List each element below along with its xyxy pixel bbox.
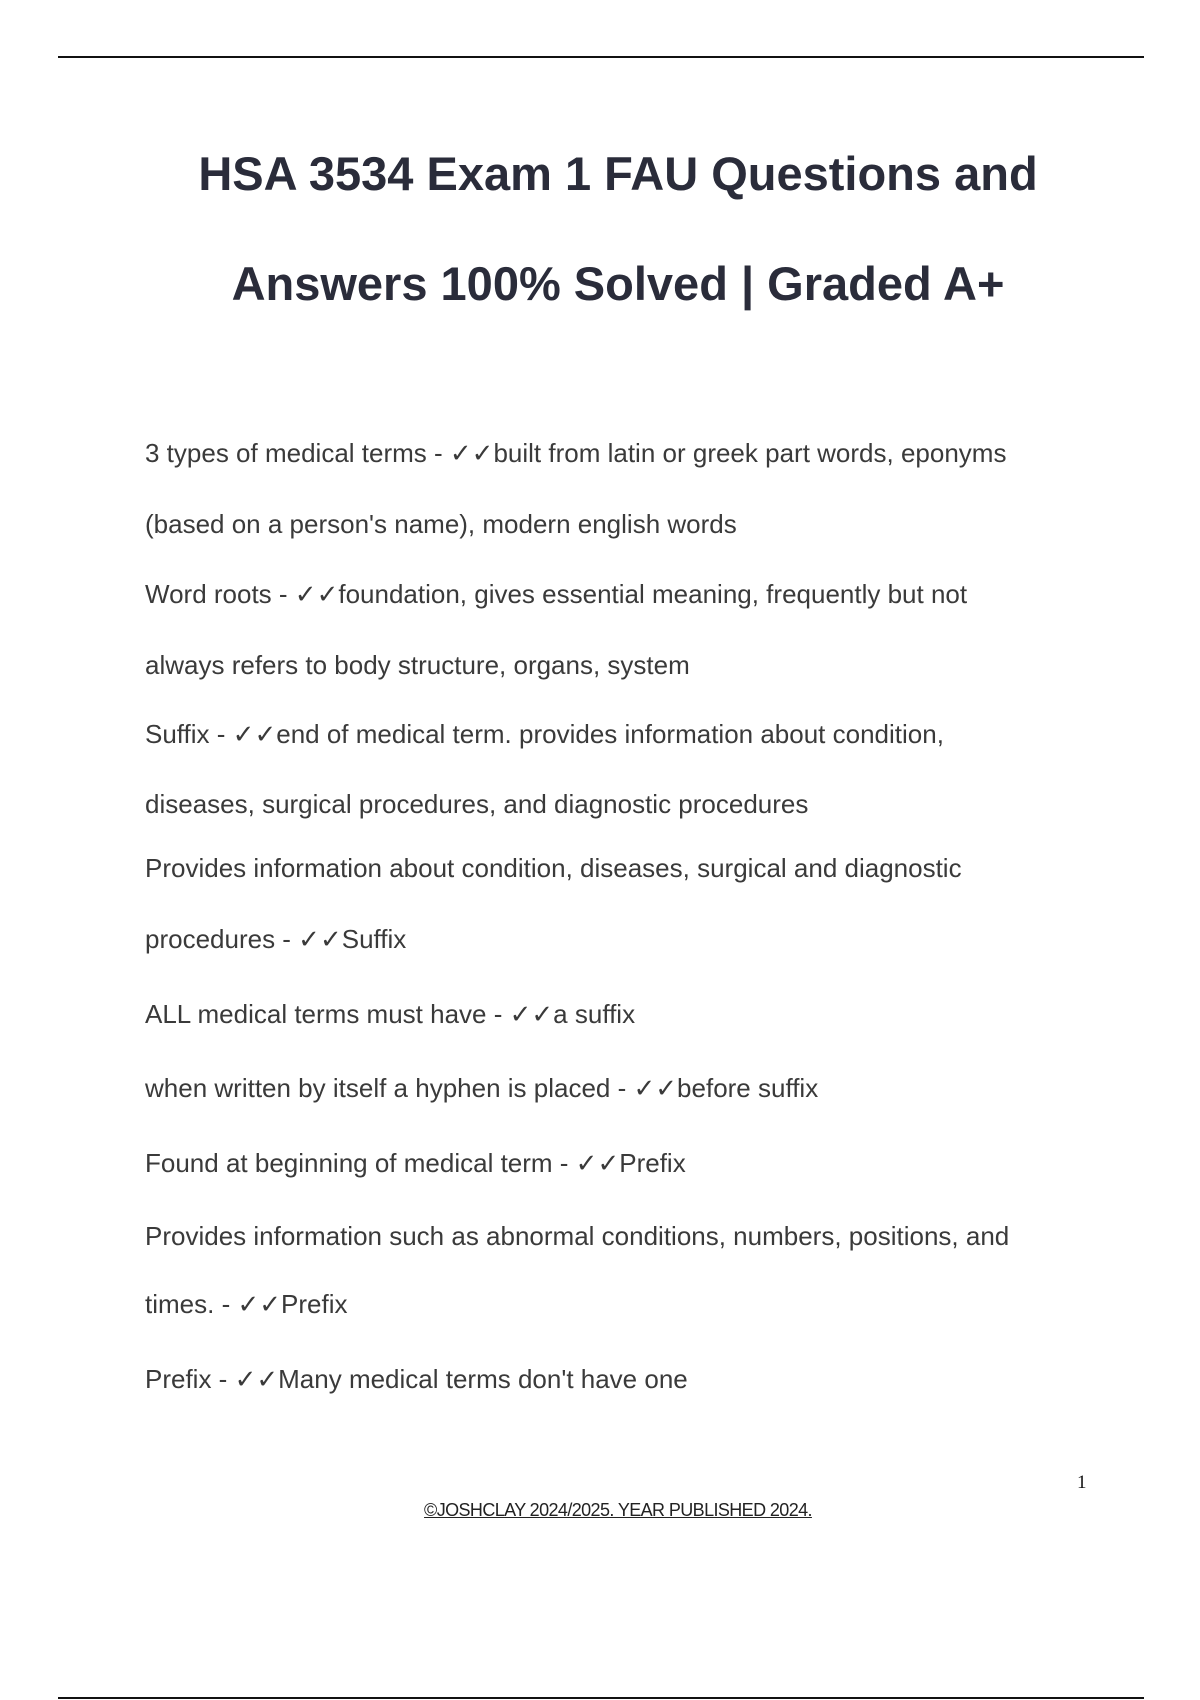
qa-line: times. - ✓✓Prefix — [145, 1289, 348, 1319]
qa-line: 3 types of medical terms - ✓✓built from latin or greek part words, eponyms — [145, 438, 1007, 468]
qa-line: always refers to body structure, organs, system — [145, 650, 690, 680]
qa-line: Found at beginning of medical term - ✓✓Prefix — [145, 1148, 686, 1178]
footer — [0, 1500, 1200, 1521]
title-line-1: HSA 3534 Exam 1 FAU Questions and — [198, 147, 1038, 200]
qa-line: when written by itself a hyphen is placed - ✓✓before suffix — [145, 1073, 819, 1103]
qa-line: Provides information such as abnormal conditions, numbers, positions, and — [145, 1221, 1010, 1251]
bottom-rule — [58, 1697, 1144, 1699]
qa-line: Provides information about condition, diseases, surgical and diagnostic — [145, 853, 962, 883]
qa-line: procedures - ✓✓Suffix — [145, 924, 407, 954]
qa-line: Prefix - ✓✓Many medical terms don't have one — [145, 1364, 688, 1394]
qa-line: diseases, surgical procedures, and diagnostic procedures — [145, 789, 809, 819]
qa-line: ALL medical terms must have - ✓✓a suffix — [145, 999, 636, 1029]
page-number: 1 — [1077, 1472, 1087, 1493]
copyright-text: ©JOSHCLAY 2024/2025. YEAR PUBLISHED 2024. — [424, 1500, 812, 1520]
title-line-2: Answers 100% Solved | Graded A+ — [231, 257, 1005, 310]
qa-line: Word roots - ✓✓foundation, gives essential meaning, frequently but not — [145, 579, 968, 609]
qa-line: (based on a person's name), modern english words — [145, 509, 737, 539]
qa-line: Suffix - ✓✓end of medical term. provides information about condition, — [145, 719, 944, 749]
top-rule — [58, 56, 1144, 58]
